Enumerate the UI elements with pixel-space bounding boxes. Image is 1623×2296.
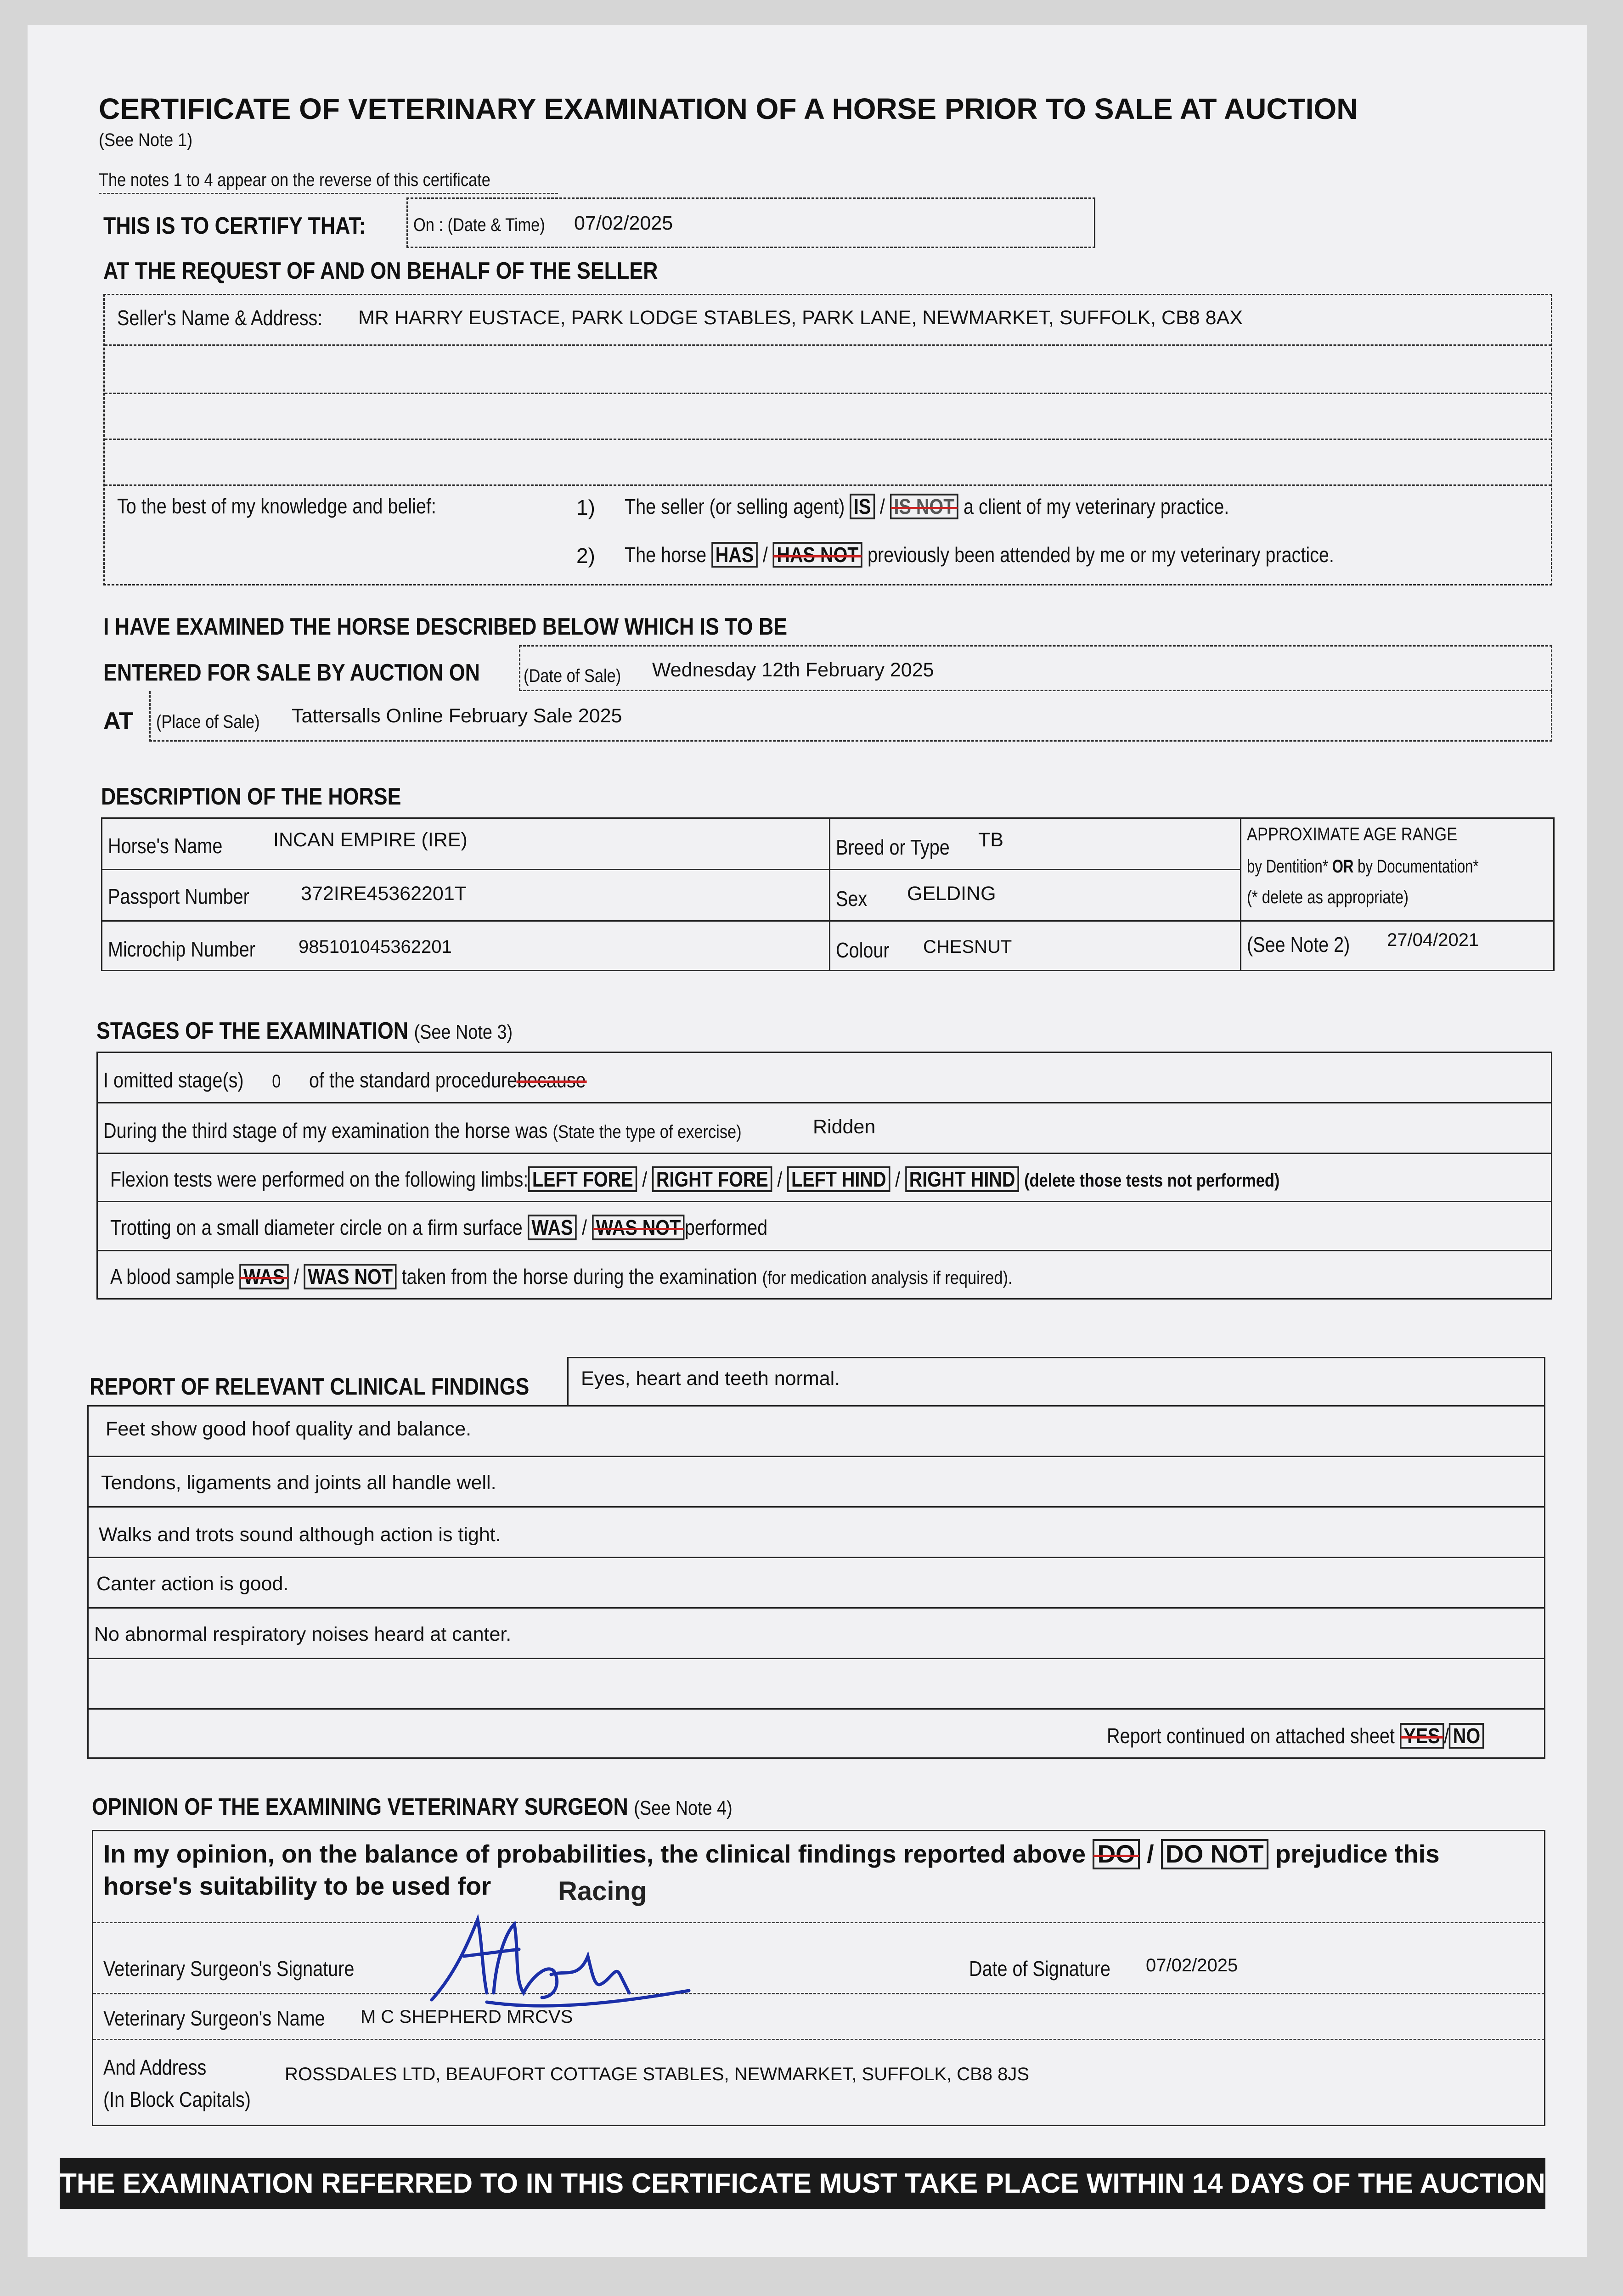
breed-value: TB: [978, 829, 1003, 851]
surgeon-name-label: Veterinary Surgeon's Name: [103, 2006, 325, 2030]
date-of-sale-value: Wednesday 12th February 2025: [652, 659, 934, 681]
colour-label: Colour: [836, 938, 890, 962]
signature-label: Veterinary Surgeon's Signature: [103, 1957, 355, 1981]
address-label-1: And Address: [103, 2055, 207, 2079]
surgeon-name-value: M C SHEPHERD MRCVS: [361, 2007, 573, 2027]
passport-value: 372IRE45362201T: [301, 883, 467, 905]
address-label-2: (In Block Capitals): [103, 2088, 251, 2111]
footer-banner: THE EXAMINATION REFERRED TO IN THIS CERTIFICATE MUST TAKE PLACE WITHIN 14 DAYS OF THE AUCTION: [60, 2158, 1545, 2209]
belief-label: To the best of my knowledge and belief:: [117, 494, 436, 518]
report-continued-line: Report continued on attached sheet YES / NO: [1107, 1723, 1484, 1749]
certificate-title: CERTIFICATE OF VETERINARY EXAMINATION OF A HORSE PRIOR TO SALE AT AUCTION: [99, 92, 1358, 125]
finding-line-6: No abnormal respiratory noises heard at canter.: [94, 1623, 512, 1645]
omitted-stages-line: I omitted stage(s) 0 of the standard procedurebecause: [103, 1068, 586, 1092]
attended-statement: The horse HAS / HAS NOT previously been attended by me or my veterinary practice.: [625, 542, 1334, 568]
signature-image: [413, 1906, 698, 2020]
opinion-line-1: In my opinion, on the balance of probabilities, the clinical findings reported above DO / DO NOT prejudice this: [103, 1839, 1440, 1869]
horse-name-label: Horse's Name: [108, 834, 223, 858]
finding-line-4: Walks and trots sound although action is tight.: [99, 1524, 501, 1546]
opinion-line-2: horse's suitability to be used for: [103, 1872, 491, 1900]
address-value: ROSSDALES LTD, BEAUFORT COTTAGE STABLES, NEWMARKET, SUFFOLK, CB8 8JS: [285, 2064, 1030, 2084]
has-not-option: HAS NOT: [773, 542, 862, 568]
passport-label: Passport Number: [108, 884, 249, 908]
seller-label: Seller's Name & Address:: [117, 306, 323, 330]
item1-number: 1): [576, 495, 595, 519]
microchip-value: 985101045362201: [299, 937, 452, 957]
item2-number: 2): [576, 544, 595, 568]
sex-value: GELDING: [907, 883, 996, 905]
suitability-value: Racing: [558, 1876, 647, 1906]
examined-heading: I HAVE EXAMINED THE HORSE DESCRIBED BELOW WHICH IS TO BE: [103, 613, 788, 640]
blood-sample-line: A blood sample WAS / WAS NOT taken from the horse during the examination (for medication analysis if required).: [110, 1264, 1013, 1289]
age-value: 27/04/2021: [1387, 930, 1479, 950]
on-date-value: 07/02/2025: [574, 212, 673, 234]
age-delete-note: (* delete as appropriate): [1247, 887, 1409, 907]
is-not-option: IS NOT: [890, 494, 958, 519]
age-by-line: by Dentition* OR by Documentation*: [1247, 856, 1479, 877]
colour-value: CHESNUT: [923, 937, 1012, 957]
flexion-line: Flexion tests were performed on the following limbs: LEFT FORE / RIGHT FORE / LEFT HIND / RIGHT HIND (delete those tests not performed): [110, 1166, 1279, 1192]
report-heading: REPORT OF RELEVANT CLINICAL FINDINGS: [90, 1373, 530, 1400]
certify-heading: THIS IS TO CERTIFY THAT:: [103, 213, 366, 239]
third-stage-value: Ridden: [813, 1116, 876, 1138]
horse-name-value: INCAN EMPIRE (IRE): [273, 829, 468, 851]
date-of-signature-value: 07/02/2025: [1146, 1955, 1238, 1975]
age-heading: APPROXIMATE AGE RANGE: [1247, 824, 1458, 844]
date-of-sale-label: (Date of Sale): [524, 666, 621, 686]
microchip-label: Microchip Number: [108, 937, 255, 961]
notes-line: The notes 1 to 4 appear on the reverse of this certificate: [99, 170, 490, 190]
place-of-sale-label: (Place of Sale): [156, 712, 260, 732]
is-option: IS: [850, 494, 875, 519]
entered-heading: ENTERED FOR SALE BY AUCTION ON: [103, 659, 480, 686]
third-stage-line: During the third stage of my examination the horse was (State the type of exercise): [103, 1119, 742, 1142]
place-of-sale-value: Tattersalls Online February Sale 2025: [292, 705, 622, 727]
seller-value: MR HARRY EUSTACE, PARK LODGE STABLES, PARK LANE, NEWMARKET, SUFFOLK, CB8 8AX: [358, 307, 1243, 329]
finding-line-3: Tendons, ligaments and joints all handle well.: [101, 1472, 496, 1494]
breed-label: Breed or Type: [836, 835, 950, 859]
finding-line-5: Canter action is good.: [96, 1573, 289, 1595]
see-note-1: (See Note 1): [99, 130, 193, 150]
on-date-label: On : (Date & Time): [413, 215, 545, 235]
request-heading: AT THE REQUEST OF AND ON BEHALF OF THE SELLER: [103, 258, 658, 284]
opinion-heading: OPINION OF THE EXAMINING VETERINARY SURGEON (See Note 4): [92, 1794, 733, 1820]
horse-heading: DESCRIPTION OF THE HORSE: [101, 783, 401, 810]
age-see-note: (See Note 2): [1247, 933, 1350, 957]
date-of-signature-label: Date of Signature: [969, 1957, 1110, 1981]
finding-line-2: Feet show good hoof quality and balance.: [106, 1418, 472, 1440]
trotting-line: Trotting on a small diameter circle on a firm surface WAS / WAS NOT performed: [110, 1215, 767, 1240]
has-option: HAS: [711, 542, 758, 568]
at-heading: AT: [103, 708, 134, 734]
stages-heading: STAGES OF THE EXAMINATION (See Note 3): [96, 1018, 513, 1044]
client-statement: The seller (or selling agent) IS / IS NOT a client of my veterinary practice.: [625, 494, 1229, 519]
finding-line-1: Eyes, heart and teeth normal.: [581, 1367, 840, 1390]
sex-label: Sex: [836, 887, 868, 911]
